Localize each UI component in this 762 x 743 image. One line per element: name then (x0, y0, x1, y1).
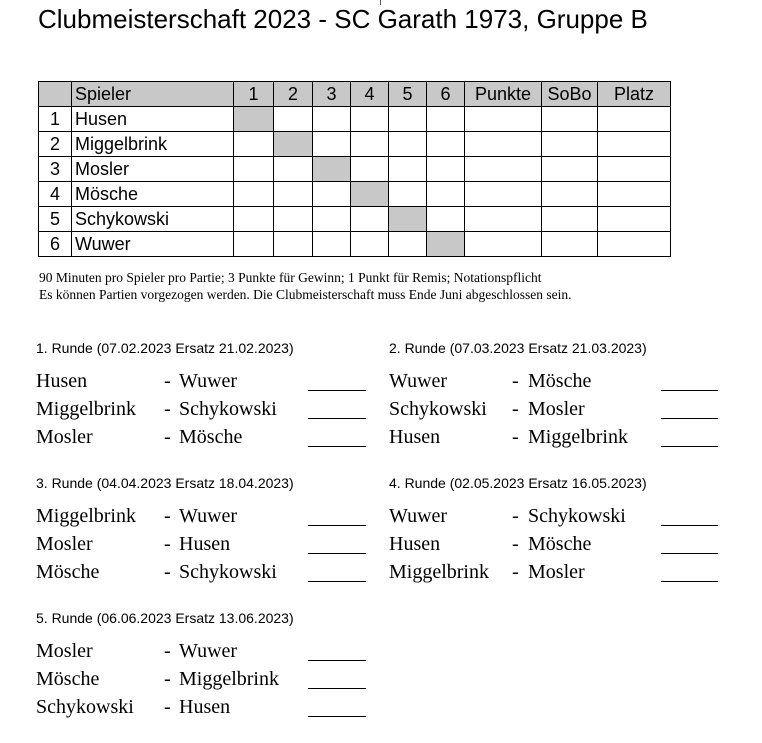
away-player: Wuwer (179, 505, 238, 527)
platz-cell (598, 157, 671, 182)
result-line (661, 390, 718, 391)
result-line (661, 418, 718, 419)
pairing-separator: - (512, 426, 519, 448)
result-line (308, 688, 366, 689)
result-cell (427, 132, 465, 157)
home-player: Mosler (36, 640, 93, 662)
result-cell (427, 182, 465, 207)
platz-cell (598, 107, 671, 132)
pairing-separator: - (512, 398, 519, 420)
diagonal-cell (389, 207, 427, 232)
result-cell (351, 157, 389, 182)
result-cell (427, 207, 465, 232)
away-player: Schykowski (179, 398, 277, 420)
result-cell (427, 157, 465, 182)
result-line (308, 525, 366, 526)
result-cell (351, 107, 389, 132)
round-title: 1. Runde (07.02.2023 Ersatz 21.02.2023) (36, 340, 294, 356)
pairing (36, 561, 376, 589)
pairing-separator: - (164, 505, 171, 527)
player-row (39, 232, 671, 257)
pairing-separator: - (164, 640, 171, 662)
pairing-separator: - (512, 561, 519, 583)
away-player: Schykowski (179, 561, 277, 583)
player-row (39, 182, 671, 207)
home-player: Schykowski (36, 696, 134, 718)
player-row (39, 132, 671, 157)
result-cell (313, 107, 351, 132)
pairing-separator: - (164, 426, 171, 448)
away-player: Wuwer (179, 370, 238, 392)
home-player: Miggelbrink (36, 505, 136, 527)
result-cell (234, 232, 274, 257)
header-platz: Platz (598, 82, 671, 107)
pairing-separator: - (164, 696, 171, 718)
player-number: 4 (39, 182, 72, 207)
player-number: 6 (39, 232, 72, 257)
player-number: 3 (39, 157, 72, 182)
result-cell (274, 107, 313, 132)
result-cell (389, 157, 427, 182)
pairing (389, 533, 729, 561)
home-player: Miggelbrink (36, 398, 136, 420)
header-round-2: 2 (274, 82, 313, 107)
home-player: Wuwer (389, 370, 448, 392)
pairing (389, 505, 729, 533)
punkte-cell (465, 107, 542, 132)
result-cell (234, 132, 274, 157)
round-title: 5. Runde (06.06.2023 Ersatz 13.06.2023) (36, 610, 294, 626)
sobo-cell (542, 157, 598, 182)
header-punkte: Punkte (465, 82, 542, 107)
result-cell (351, 132, 389, 157)
away-player: Mosler (528, 398, 585, 420)
pairing-separator: - (164, 561, 171, 583)
pairing (389, 398, 729, 426)
header-round-4: 4 (351, 82, 389, 107)
header-spieler: Spieler (72, 82, 234, 107)
sobo-cell (542, 182, 598, 207)
player-number: 2 (39, 132, 72, 157)
result-cell (389, 232, 427, 257)
sobo-cell (542, 107, 598, 132)
player-number: 5 (39, 207, 72, 232)
pairing (389, 370, 729, 398)
result-cell (427, 107, 465, 132)
player-name: Miggelbrink (72, 132, 234, 157)
home-player: Miggelbrink (389, 561, 489, 583)
pairing-separator: - (164, 533, 171, 555)
player-row (39, 107, 671, 132)
platz-cell (598, 232, 671, 257)
round-2 (389, 340, 729, 454)
sobo-cell (542, 207, 598, 232)
result-line (308, 446, 366, 447)
pairing-separator: - (512, 370, 519, 392)
result-cell (389, 107, 427, 132)
round-5 (36, 610, 376, 724)
header-sobo: SoBo (542, 82, 598, 107)
pairing (36, 696, 376, 724)
diagonal-cell (274, 132, 313, 157)
pairing (36, 398, 376, 426)
away-player: Mösche (528, 533, 592, 555)
result-cell (234, 157, 274, 182)
crosstable (38, 81, 671, 257)
header-round-3: 3 (313, 82, 351, 107)
round-3 (36, 475, 376, 589)
result-cell (274, 182, 313, 207)
header-round-6: 6 (427, 82, 465, 107)
away-player: Mösche (528, 370, 592, 392)
result-cell (274, 157, 313, 182)
pairing-separator: - (512, 533, 519, 555)
player-row (39, 157, 671, 182)
crosstable-header-row (39, 82, 671, 107)
round-title: 2. Runde (07.03.2023 Ersatz 21.03.2023) (389, 340, 647, 356)
result-line (308, 581, 366, 582)
player-name: Husen (72, 107, 234, 132)
away-player: Miggelbrink (528, 426, 628, 448)
home-player: Mösche (36, 668, 100, 690)
result-cell (313, 132, 351, 157)
result-line (661, 581, 718, 582)
result-cell (389, 132, 427, 157)
pairing (36, 668, 376, 696)
result-cell (274, 232, 313, 257)
home-player: Schykowski (389, 398, 487, 420)
pairing (389, 426, 729, 454)
rules-line: Es können Partien vorgezogen werden. Die Clubmeisterschaft muss Ende Juni abgeschlossen sein. (39, 287, 572, 302)
player-row (39, 207, 671, 232)
pairing (36, 505, 376, 533)
home-player: Mosler (36, 426, 93, 448)
platz-cell (598, 182, 671, 207)
pairing-separator: - (512, 505, 519, 527)
player-name: Schykowski (72, 207, 234, 232)
diagonal-cell (234, 107, 274, 132)
away-player: Mösche (179, 426, 243, 448)
result-cell (313, 232, 351, 257)
result-line (308, 390, 366, 391)
pairing-separator: - (164, 370, 171, 392)
platz-cell (598, 207, 671, 232)
result-line (661, 446, 718, 447)
round-title: 3. Runde (04.04.2023 Ersatz 18.04.2023) (36, 475, 294, 491)
punkte-cell (465, 132, 542, 157)
player-name: Wuwer (72, 232, 234, 257)
result-cell (351, 207, 389, 232)
sobo-cell (542, 232, 598, 257)
page-title: Clubmeisterschaft 2023 - SC Garath 1973, Gruppe B (38, 4, 648, 34)
home-player: Mosler (36, 533, 93, 555)
result-line (661, 553, 718, 554)
result-cell (274, 207, 313, 232)
pairing (36, 370, 376, 398)
player-number: 1 (39, 107, 72, 132)
header-number (39, 82, 72, 107)
result-line (308, 716, 366, 717)
round-4 (389, 475, 729, 589)
rules-notes (39, 269, 572, 303)
round-1 (36, 340, 376, 454)
punkte-cell (465, 157, 542, 182)
pairing-separator: - (164, 668, 171, 690)
pairing (389, 561, 729, 589)
result-line (308, 418, 366, 419)
pairing (36, 640, 376, 668)
diagonal-cell (427, 232, 465, 257)
result-cell (351, 232, 389, 257)
punkte-cell (465, 182, 542, 207)
home-player: Mösche (36, 561, 100, 583)
result-cell (313, 182, 351, 207)
platz-cell (598, 132, 671, 157)
away-player: Wuwer (179, 640, 238, 662)
player-name: Mösche (72, 182, 234, 207)
sobo-cell (542, 132, 598, 157)
home-player: Husen (389, 426, 441, 448)
away-player: Husen (179, 533, 231, 555)
result-cell (234, 182, 274, 207)
punkte-cell (465, 207, 542, 232)
away-player: Miggelbrink (179, 668, 279, 690)
punkte-cell (465, 232, 542, 257)
away-player: Schykowski (528, 505, 626, 527)
diagonal-cell (351, 182, 389, 207)
rules-line: 90 Minuten pro Spieler pro Partie; 3 Punkte für Gewinn; 1 Punkt für Remis; Notationspflicht (39, 270, 542, 285)
result-line (308, 660, 366, 661)
home-player: Wuwer (389, 505, 448, 527)
round-title: 4. Runde (02.05.2023 Ersatz 16.05.2023) (389, 475, 647, 491)
pairing (36, 426, 376, 454)
away-player: Husen (179, 696, 231, 718)
result-cell (389, 182, 427, 207)
result-line (661, 525, 718, 526)
result-cell (313, 207, 351, 232)
pairing (36, 533, 376, 561)
result-line (308, 553, 366, 554)
header-round-5: 5 (389, 82, 427, 107)
result-cell (234, 207, 274, 232)
player-name: Mosler (72, 157, 234, 182)
away-player: Mosler (528, 561, 585, 583)
header-round-1: 1 (234, 82, 274, 107)
diagonal-cell (313, 157, 351, 182)
pairing-separator: - (164, 398, 171, 420)
home-player: Husen (389, 533, 441, 555)
home-player: Husen (36, 370, 88, 392)
